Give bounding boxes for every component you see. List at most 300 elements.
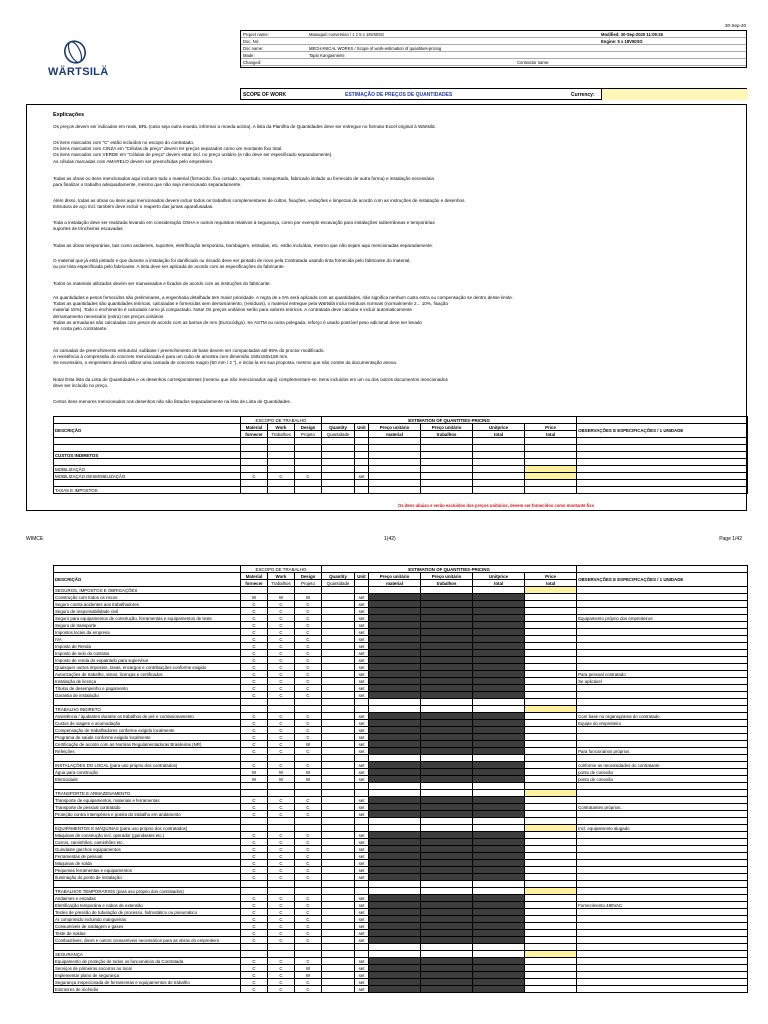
price-cell[interactable] — [473, 473, 525, 480]
price-cell[interactable] — [421, 874, 473, 881]
price-cell[interactable] — [473, 979, 525, 986]
unit-cell: set — [355, 608, 369, 615]
price-cell[interactable] — [421, 909, 473, 916]
quantity-cell[interactable] — [322, 601, 355, 608]
price-cell[interactable] — [473, 846, 525, 853]
price-cell[interactable] — [369, 958, 421, 965]
price-cell[interactable] — [421, 622, 473, 629]
quantity-cell[interactable] — [322, 937, 355, 944]
price-cell[interactable] — [369, 860, 421, 867]
quantity-cell[interactable] — [322, 473, 355, 480]
price-cell[interactable] — [421, 650, 473, 657]
price-cell[interactable] — [369, 902, 421, 909]
price-cell[interactable] — [421, 692, 473, 699]
price-cell[interactable] — [369, 846, 421, 853]
price-cell[interactable] — [369, 979, 421, 986]
price-cell[interactable] — [369, 741, 421, 748]
price-cell[interactable] — [369, 965, 421, 972]
price-cell[interactable] — [369, 769, 421, 776]
price-cell[interactable] — [421, 615, 473, 622]
price-cell[interactable] — [473, 608, 525, 615]
price-cell[interactable] — [473, 685, 525, 692]
row-description: Consumíveis de soldagem e gases — [54, 923, 241, 930]
price-cell[interactable] — [421, 839, 473, 846]
price-cell[interactable] — [473, 664, 525, 671]
unit-cell: set — [355, 811, 369, 818]
price-cell[interactable] — [421, 902, 473, 909]
price-cell[interactable] — [473, 629, 525, 636]
price-cell — [421, 706, 473, 713]
quantity-cell[interactable] — [322, 979, 355, 986]
price-cell[interactable] — [473, 678, 525, 685]
price-cell[interactable] — [369, 671, 421, 678]
price-cell[interactable] — [421, 636, 473, 643]
scope-cell: C — [268, 979, 295, 986]
price-cell[interactable] — [473, 650, 525, 657]
total-price-cell[interactable] — [525, 972, 577, 979]
quantity-cell[interactable] — [322, 972, 355, 979]
quantity-cell[interactable] — [322, 839, 355, 846]
observation-cell — [577, 951, 748, 958]
quantity-cell[interactable] — [322, 727, 355, 734]
total-price-cell[interactable] — [525, 860, 577, 867]
total-price-cell[interactable] — [525, 664, 577, 671]
row-description: Imposto de Renda — [54, 643, 241, 650]
price-cell[interactable] — [421, 594, 473, 601]
total-price-cell[interactable] — [525, 965, 577, 972]
price-cell[interactable] — [369, 473, 421, 480]
quantity-cell[interactable] — [322, 874, 355, 881]
price-cell[interactable] — [369, 853, 421, 860]
price-cell[interactable] — [473, 874, 525, 881]
quantity-cell[interactable] — [322, 860, 355, 867]
total-price-cell[interactable] — [525, 797, 577, 804]
price-cell[interactable] — [421, 853, 473, 860]
price-cell[interactable] — [473, 671, 525, 678]
scope-cell: C — [295, 720, 322, 727]
price-cell[interactable] — [473, 657, 525, 664]
quantity-cell[interactable] — [322, 643, 355, 650]
scope-cell: C — [295, 685, 322, 692]
price-cell[interactable] — [369, 832, 421, 839]
price-cell[interactable] — [473, 797, 525, 804]
quantity-cell[interactable] — [322, 608, 355, 615]
total-price-cell[interactable] — [525, 769, 577, 776]
price-cell[interactable] — [421, 958, 473, 965]
price-cell[interactable] — [421, 608, 473, 615]
observation-cell — [577, 727, 748, 734]
quantity-cell[interactable] — [322, 797, 355, 804]
price-cell[interactable] — [421, 748, 473, 755]
price-cell[interactable] — [473, 902, 525, 909]
quantity-cell[interactable] — [322, 741, 355, 748]
quantity-cell[interactable] — [322, 678, 355, 685]
scope-cell: C — [268, 727, 295, 734]
total-price-cell[interactable] — [525, 594, 577, 601]
price-cell[interactable] — [473, 622, 525, 629]
scope-cell: C — [241, 685, 268, 692]
quantity-cell[interactable] — [322, 895, 355, 902]
price-cell[interactable] — [369, 678, 421, 685]
table-row — [54, 720, 748, 727]
price-cell[interactable] — [473, 643, 525, 650]
scope-cell — [268, 881, 295, 888]
total-price-cell[interactable] — [525, 629, 577, 636]
total-price-cell[interactable] — [525, 902, 577, 909]
quantity-cell[interactable] — [322, 657, 355, 664]
quantity-cell[interactable] — [322, 671, 355, 678]
price-cell[interactable] — [369, 937, 421, 944]
price-cell[interactable] — [421, 860, 473, 867]
quantity-cell[interactable] — [322, 909, 355, 916]
scope-cell: C — [268, 608, 295, 615]
price-cell[interactable] — [473, 811, 525, 818]
column-header: Unitprice — [473, 573, 525, 580]
quantity-cell[interactable] — [322, 685, 355, 692]
price-cell[interactable] — [421, 797, 473, 804]
scope-cell — [241, 452, 268, 459]
scope-cell: C — [295, 895, 322, 902]
quantity-cell[interactable] — [322, 615, 355, 622]
price-cell[interactable] — [369, 629, 421, 636]
scope-cell — [295, 881, 322, 888]
scope-cell: C — [268, 811, 295, 818]
total-price-cell[interactable] — [525, 937, 577, 944]
price-cell[interactable] — [369, 804, 421, 811]
observations-header: OBSERVAÇÕES E ESPECIFICAÇÕES / 1 UNIDADE — [577, 573, 748, 587]
quantity-cell[interactable] — [322, 762, 355, 769]
price-cell[interactable] — [421, 811, 473, 818]
total-price-cell[interactable] — [525, 601, 577, 608]
table-row — [54, 594, 748, 601]
price-cell — [369, 783, 421, 790]
price-cell[interactable] — [473, 769, 525, 776]
price-cell[interactable] — [473, 594, 525, 601]
price-cell[interactable] — [369, 643, 421, 650]
price-cell[interactable] — [421, 895, 473, 902]
price-cell[interactable] — [473, 762, 525, 769]
price-cell[interactable] — [473, 748, 525, 755]
price-cell[interactable] — [369, 615, 421, 622]
currency-field[interactable] — [601, 89, 748, 100]
price-cell[interactable] — [421, 727, 473, 734]
total-price-cell[interactable] — [525, 741, 577, 748]
price-cell[interactable] — [473, 734, 525, 741]
scope-cell: W — [241, 594, 268, 601]
scope-cell: C — [241, 727, 268, 734]
scope-cell: C — [295, 846, 322, 853]
total-price-cell — [525, 881, 577, 888]
price-cell[interactable] — [421, 846, 473, 853]
quantity-cell[interactable] — [322, 769, 355, 776]
observation-cell — [577, 839, 748, 846]
quantity-cell[interactable] — [322, 776, 355, 783]
price-cell[interactable] — [369, 811, 421, 818]
quantity-cell[interactable] — [322, 965, 355, 972]
price-cell[interactable] — [473, 853, 525, 860]
total-price-cell[interactable] — [525, 832, 577, 839]
quantity-cell[interactable] — [322, 720, 355, 727]
price-cell[interactable] — [369, 608, 421, 615]
price-cell[interactable] — [473, 636, 525, 643]
price-cell[interactable] — [473, 692, 525, 699]
total-price-cell[interactable] — [525, 895, 577, 902]
quantity-cell[interactable] — [322, 846, 355, 853]
quantity-cell[interactable] — [322, 853, 355, 860]
price-cell[interactable] — [369, 797, 421, 804]
total-price-cell — [525, 445, 577, 452]
price-cell[interactable] — [369, 748, 421, 755]
total-price-cell[interactable] — [525, 986, 577, 993]
price-cell[interactable] — [369, 930, 421, 937]
price-cell[interactable] — [369, 776, 421, 783]
total-price-cell[interactable] — [525, 622, 577, 629]
observation-cell — [577, 972, 748, 979]
price-cell[interactable] — [369, 664, 421, 671]
section-row — [54, 487, 748, 494]
price-cell[interactable] — [473, 916, 525, 923]
price-cell — [421, 944, 473, 951]
quantity-cell[interactable] — [322, 594, 355, 601]
quantity-cell[interactable] — [322, 629, 355, 636]
price-cell[interactable] — [421, 916, 473, 923]
price-cell[interactable] — [473, 986, 525, 993]
price-cell[interactable] — [421, 979, 473, 986]
total-price-cell[interactable] — [525, 916, 577, 923]
price-cell[interactable] — [421, 762, 473, 769]
price-cell[interactable] — [421, 965, 473, 972]
price-cell[interactable] — [421, 776, 473, 783]
price-cell[interactable] — [369, 867, 421, 874]
quantity-cell[interactable] — [322, 804, 355, 811]
price-cell[interactable] — [369, 972, 421, 979]
total-price-cell[interactable] — [525, 748, 577, 755]
price-cell[interactable] — [421, 657, 473, 664]
quantity-cell[interactable] — [322, 692, 355, 699]
quantity-cell[interactable] — [322, 734, 355, 741]
quantity-cell[interactable] — [322, 902, 355, 909]
scope-cell: C — [268, 895, 295, 902]
total-price-cell[interactable] — [525, 909, 577, 916]
price-cell[interactable] — [421, 713, 473, 720]
total-price-cell[interactable] — [525, 713, 577, 720]
price-cell[interactable] — [473, 972, 525, 979]
price-cell[interactable] — [421, 741, 473, 748]
pricing-table-page-1 — [53, 416, 748, 494]
row-description: Compensação de trabalhadores conforme exigido localmente — [54, 727, 241, 734]
price-cell — [473, 699, 525, 706]
quantity-cell[interactable] — [322, 811, 355, 818]
price-cell[interactable] — [473, 937, 525, 944]
price-cell[interactable] — [369, 636, 421, 643]
blank-row — [54, 755, 748, 762]
price-cell[interactable] — [369, 727, 421, 734]
total-price-cell[interactable] — [525, 930, 577, 937]
price-cell[interactable] — [473, 860, 525, 867]
total-price-cell[interactable] — [525, 762, 577, 769]
price-cell[interactable] — [473, 839, 525, 846]
price-cell[interactable] — [421, 720, 473, 727]
price-cell[interactable] — [369, 895, 421, 902]
price-cell[interactable] — [473, 965, 525, 972]
total-price-cell[interactable] — [525, 692, 577, 699]
total-price-cell[interactable] — [525, 636, 577, 643]
quantity-cell[interactable] — [322, 664, 355, 671]
price-cell[interactable] — [473, 867, 525, 874]
price-cell[interactable] — [473, 923, 525, 930]
total-price-cell[interactable] — [525, 874, 577, 881]
price-cell[interactable] — [473, 720, 525, 727]
price-cell[interactable] — [473, 930, 525, 937]
price-cell[interactable] — [421, 986, 473, 993]
unit-cell: set — [355, 853, 369, 860]
price-cell[interactable] — [473, 727, 525, 734]
price-cell[interactable] — [473, 832, 525, 839]
price-cell[interactable] — [473, 601, 525, 608]
scope-cell: C — [295, 811, 322, 818]
price-cell[interactable] — [421, 601, 473, 608]
price-cell[interactable] — [369, 909, 421, 916]
price-cell[interactable] — [421, 930, 473, 937]
price-cell[interactable] — [473, 804, 525, 811]
total-price-cell[interactable] — [525, 650, 577, 657]
quantity-cell[interactable] — [322, 867, 355, 874]
price-cell[interactable] — [369, 720, 421, 727]
total-price-cell[interactable] — [525, 678, 577, 685]
column-subheader: Trabalhos — [268, 580, 295, 587]
price-cell — [369, 480, 421, 487]
price-cell[interactable] — [421, 832, 473, 839]
price-cell[interactable] — [369, 874, 421, 881]
price-cell[interactable] — [369, 685, 421, 692]
row-description: Seguro de transporte — [54, 622, 241, 629]
quantity-cell[interactable] — [322, 916, 355, 923]
price-cell[interactable] — [369, 601, 421, 608]
quantity-cell[interactable] — [322, 748, 355, 755]
quantity-cell[interactable] — [322, 636, 355, 643]
price-cell[interactable] — [421, 734, 473, 741]
total-price-cell[interactable] — [525, 473, 577, 480]
quantity-cell[interactable] — [322, 930, 355, 937]
price-cell[interactable] — [369, 839, 421, 846]
price-cell[interactable] — [473, 958, 525, 965]
total-price-cell[interactable] — [525, 734, 577, 741]
price-cell[interactable] — [369, 650, 421, 657]
price-cell[interactable] — [473, 713, 525, 720]
scope-cell: C — [268, 916, 295, 923]
quantity-cell[interactable] — [322, 650, 355, 657]
total-price-cell[interactable] — [525, 671, 577, 678]
price-cell[interactable] — [473, 741, 525, 748]
total-price-cell[interactable] — [525, 657, 577, 664]
price-cell[interactable] — [421, 923, 473, 930]
quantity-cell[interactable] — [322, 923, 355, 930]
quantity-cell[interactable] — [322, 713, 355, 720]
price-cell[interactable] — [369, 594, 421, 601]
row-description: Assistência / ajudantes durante os trabalhos de pré e comissionamento — [54, 713, 241, 720]
price-cell[interactable] — [421, 473, 473, 480]
total-price-cell[interactable] — [525, 853, 577, 860]
price-cell[interactable] — [473, 776, 525, 783]
price-cell[interactable] — [421, 804, 473, 811]
price-cell[interactable] — [421, 867, 473, 874]
price-cell[interactable] — [473, 895, 525, 902]
price-cell[interactable] — [421, 972, 473, 979]
scope-cell — [268, 459, 295, 466]
scope-cell — [295, 445, 322, 452]
total-price-cell[interactable] — [525, 958, 577, 965]
total-price-cell[interactable] — [525, 615, 577, 622]
total-price-cell[interactable] — [525, 727, 577, 734]
price-cell — [369, 790, 421, 797]
scope-cell: C — [241, 797, 268, 804]
quantity-cell[interactable] — [322, 832, 355, 839]
total-price-cell[interactable] — [525, 846, 577, 853]
total-price-cell[interactable] — [525, 643, 577, 650]
total-price-cell[interactable] — [525, 839, 577, 846]
scope-cell: C — [241, 874, 268, 881]
price-cell[interactable] — [421, 937, 473, 944]
price-cell[interactable] — [421, 629, 473, 636]
price-cell[interactable] — [421, 769, 473, 776]
price-cell[interactable] — [421, 643, 473, 650]
price-cell[interactable] — [473, 615, 525, 622]
unit-cell: set — [355, 874, 369, 881]
price-cell[interactable] — [473, 909, 525, 916]
total-price-cell[interactable] — [525, 720, 577, 727]
price-cell[interactable] — [369, 692, 421, 699]
observation-cell — [577, 895, 748, 902]
price-cell[interactable] — [421, 671, 473, 678]
quantity-cell — [322, 452, 355, 459]
table-row — [54, 804, 748, 811]
quantity-cell[interactable] — [322, 622, 355, 629]
price-cell[interactable] — [369, 986, 421, 993]
price-cell[interactable] — [369, 762, 421, 769]
scope-cell: C — [268, 692, 295, 699]
total-price-cell[interactable] — [525, 804, 577, 811]
price-cell[interactable] — [369, 657, 421, 664]
scope-cell — [241, 466, 268, 473]
total-price-cell[interactable] — [525, 685, 577, 692]
price-cell[interactable] — [421, 664, 473, 671]
price-cell[interactable] — [369, 734, 421, 741]
price-cell[interactable] — [369, 622, 421, 629]
price-cell[interactable] — [369, 923, 421, 930]
total-price-cell[interactable] — [525, 608, 577, 615]
price-cell[interactable] — [369, 916, 421, 923]
price-cell[interactable] — [421, 685, 473, 692]
price-cell[interactable] — [421, 678, 473, 685]
total-price-cell[interactable] — [525, 776, 577, 783]
observation-cell: Para pessoal contratado — [577, 671, 748, 678]
row-description — [54, 445, 241, 452]
column-header: Quantity — [322, 424, 355, 431]
total-price-cell[interactable] — [525, 979, 577, 986]
quantity-cell[interactable] — [322, 958, 355, 965]
total-price-cell[interactable] — [525, 811, 577, 818]
row-description: EQUIPAMENTOS E MÁQUINAS (para uso próprio dos contratados) — [54, 825, 241, 832]
quantity-cell[interactable] — [322, 986, 355, 993]
scope-cell: C — [295, 734, 322, 741]
price-cell[interactable] — [369, 713, 421, 720]
scope-cell — [268, 951, 295, 958]
total-price-cell[interactable] — [525, 923, 577, 930]
price-cell — [473, 888, 525, 895]
quantity-cell — [322, 881, 355, 888]
total-price-cell[interactable] — [525, 867, 577, 874]
quantity-cell — [322, 944, 355, 951]
